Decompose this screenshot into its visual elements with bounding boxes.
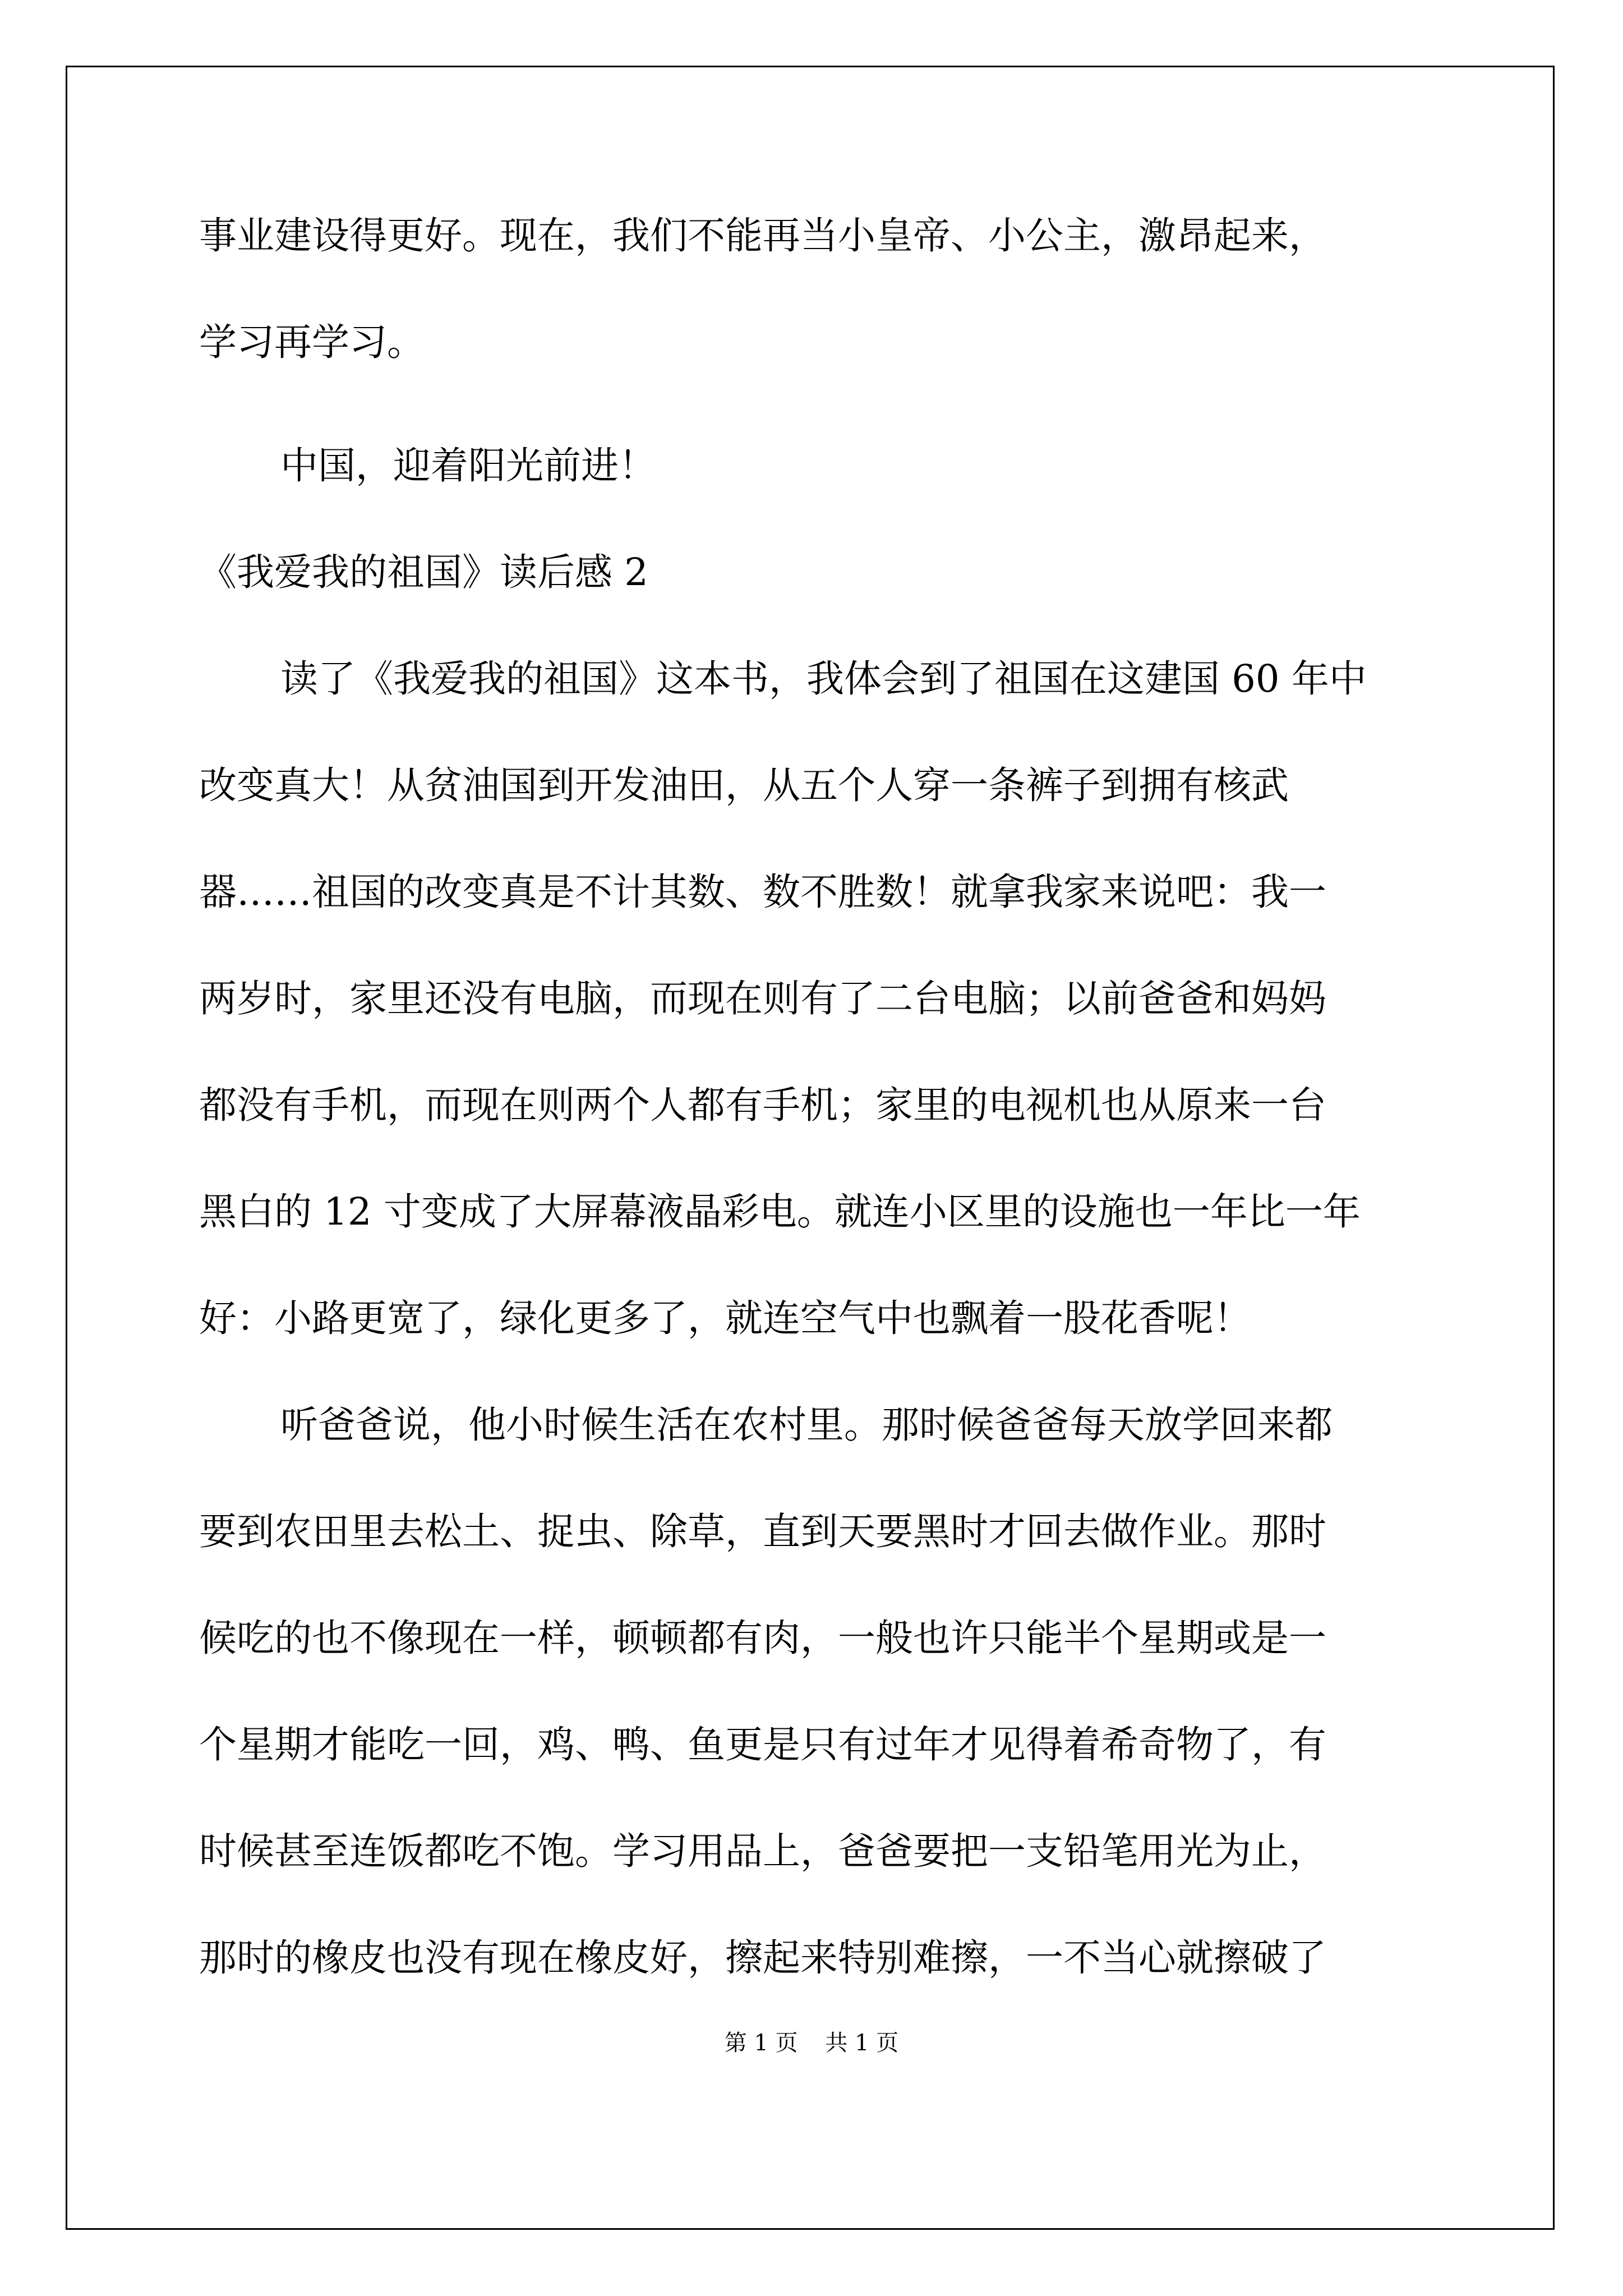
page-number: 第 1 页: [724, 2030, 798, 2056]
text-line: 学习再学习。: [199, 320, 425, 364]
page-border: [66, 66, 1555, 2230]
text-line: 个星期才能吃一回，鸡、鸭、鱼更是只有过年才见得着希奇物了，有: [199, 1723, 1326, 1766]
text-line: 读了《我爱我的祖国》这本书，我体会到了祖国在这建国 60 年中: [280, 657, 1367, 701]
text-line: 改变真大！从贫油国到开发油田，从五个人穿一条裤子到拥有核武: [199, 763, 1289, 807]
page-footer: [0, 2026, 1623, 2060]
section-title: 《我爱我的祖国》读后感 2: [199, 550, 648, 594]
page-total: 共 1 页: [825, 2030, 899, 2056]
text-line: 器……祖国的改变真是不计其数、数不胜数！就拿我家来说吧：我一: [199, 870, 1326, 914]
text-line: 那时的橡皮也没有现在橡皮好，擦起来特别难擦，一不当心就擦破了: [199, 1936, 1326, 1980]
text-line: 听爸爸说，他小时候生活在农村里。那时候爸爸每天放学回来都: [280, 1403, 1332, 1447]
text-line: 时候甚至连饭都吃不饱。学习用品上，爸爸要把一支铅笔用光为止，: [199, 1829, 1326, 1873]
text-line: 两岁时，家里还没有电脑，而现在则有了二台电脑；以前爸爸和妈妈: [199, 977, 1326, 1020]
text-line: 都没有手机，而现在则两个人都有手机；家里的电视机也从原来一台: [199, 1083, 1326, 1127]
text-line: 事业建设得更好。现在，我们不能再当小皇帝、小公主，激昂起来，: [199, 214, 1326, 257]
text-line: 要到农田里去松土、捉虫、除草，直到天要黑时才回去做作业。那时: [199, 1510, 1326, 1553]
text-line: 黑白的 12 寸变成了大屏幕液晶彩电。就连小区里的设施也一年比一年: [199, 1190, 1361, 1234]
text-line: 好：小路更宽了，绿化更多了，就连空气中也飘着一股花香呢！: [199, 1296, 1251, 1340]
text-line: 中国，迎着阳光前进！: [280, 444, 656, 487]
text-line: 候吃的也不像现在一样，顿顿都有肉，一般也许只能半个星期或是一: [199, 1616, 1326, 1660]
